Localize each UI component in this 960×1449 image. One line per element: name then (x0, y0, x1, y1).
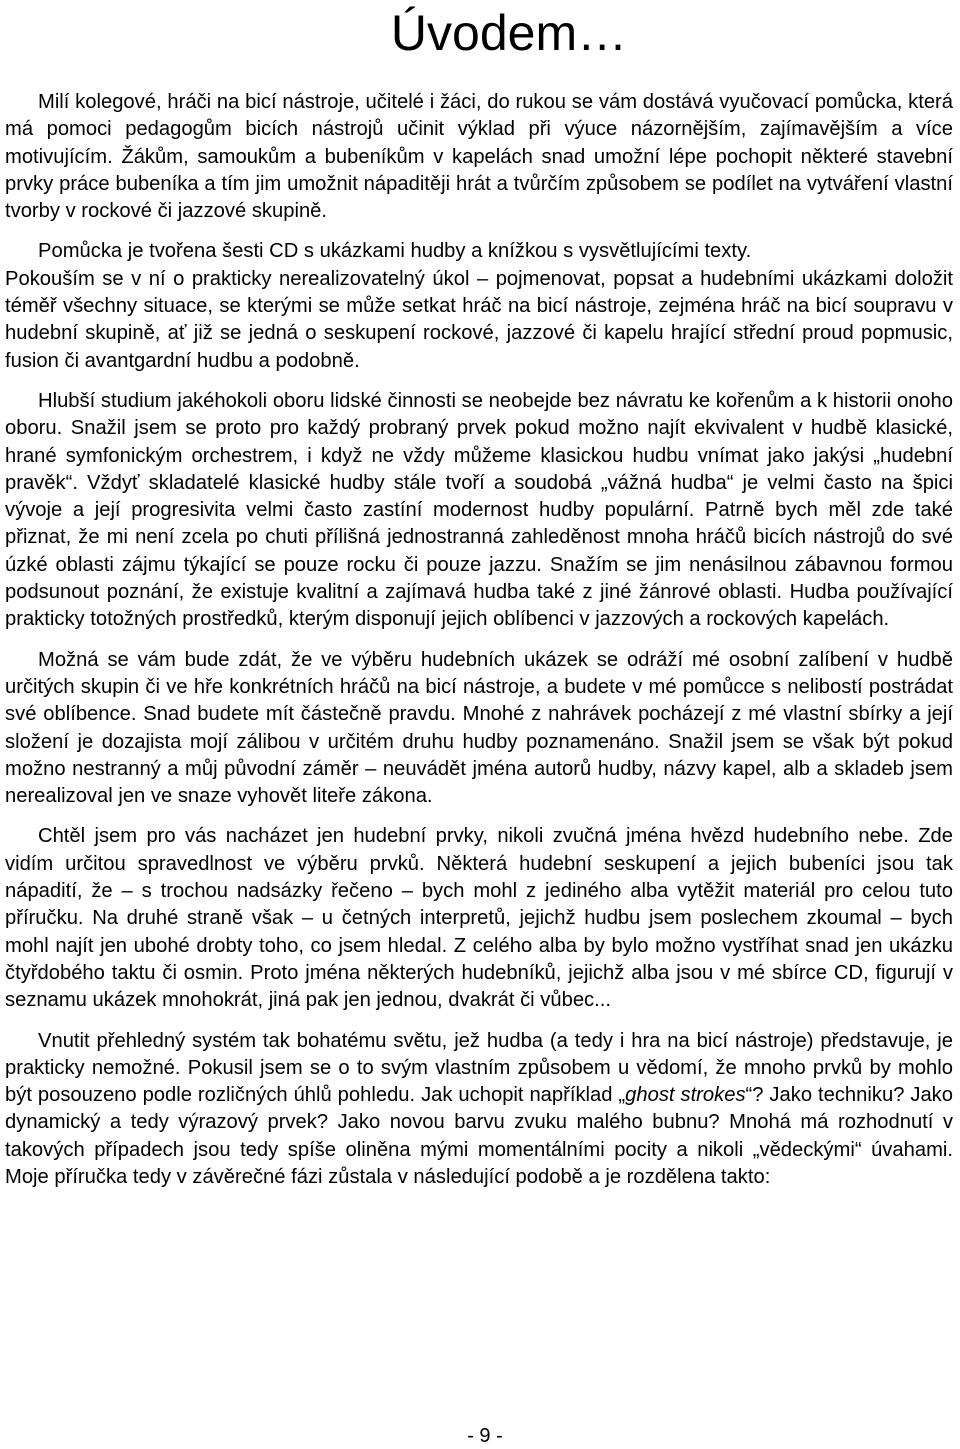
paragraph-selection: Možná se vám bude zdát, že ve výběru hudebních ukázek se odráží mé osobní zalíbení v hudbě určitých skupin či ve hře konkrétních hráčů na bicí nástroje, a budete v mé pomůcce s nelibostí postrádat své oblíbence. Snad budete mít částečně pravdu. Mnohé z nahrávek pocházejí z mé vlastní sbírky a její složení je dozajista mojí zálibou v určitém druhu hudby poznamenáno. Snažil jsem se však být pokud možno nestranný a můj původní záměr – neuvádět jména autorů hudby, názvy kapel, alb a skladeb jsem nerealizoval jen ve snaze vyhovět liteře zákona. (5, 648, 953, 808)
ghost-strokes-term: ghost strokes (625, 1084, 746, 1107)
paragraph-names: Chtěl jsem pro vás nacházet jen hudební prvky, nikoli zvučná jména hvězd hudebního nebe. Zde vidím určitou spravedlnost ve výběru prvků. Některá hudební seskupení a jejich bubeníci jsou tak nápadití, že – s trochou nadsázky řečeno – bych mohl z jediného alba vytěžit materiál pro celou tuto příručku. Na druhé straně však – u četných interpretů, jejichž hudbu jsem poslechem zkoumal – bych mohl najít jen ubohé drobty toho, co jsem hledal. Z celého alba by bylo možno vystříhat snad jen ukázku čtyřdobého taktu či osmin. Proto jména některých hudebníků, jejichž alba jsou v mé sbírce CD, figurují v seznamu ukázek mnohokrát, jiná pak jen jednou, dvakrát či vůbec... (5, 825, 953, 1012)
paragraph-system-end: “? Jako techniku? Jako dynamický a tedy výrazový prvek? Jako novou barvu zvuku malého bubnu? Mnohá má rozhodnutí v takových případech jsou tedy spíše oliněna mými momentálními pocity a nikoli „vědeckými“ úvahami. Moje příručka tedy v závěrečné fázi zůstala v následující podobě a je rozdělena takto: (5, 1084, 953, 1188)
paragraph-task: Pokouším se v ní o prakticky nerealizovatelný úkol – pojmenovat, popsat a hudebními ukázkami doložit téměř všechny situace, se kterými se může setkat hráč na bicí nástroje, zejména hráč na bicí soupravu v hudební skupině, ať již se jedná o seskupení rockové, jazzové či kapelu hrající střední proud popmusic, fusion či avantgardní hudbu a podobně. (5, 267, 953, 372)
paragraph-intro: Milí kolegové, hráči na bicí nástroje, učitelé i žáci, do rukou se vám dostává vyučovací pomůcka, která má pomoci pedagogům bicích nástrojů učinit výklad při výuce názornějším, zajímavějším a více motivujícím. Žákům, samoukům a bubeníkům v kapelách snad umožní lépe pochopit některé stavební prvky práce bubeníka a tím jim umožnit nápaditěji hrát a tvůrčím způsobem se podílet na vytváření vlastní tvorby v rockové či jazzové skupině. (5, 91, 953, 223)
page-number: - 9 - (467, 1425, 503, 1447)
paragraph-system (5, 1028, 953, 1192)
page-title: Úvodem… (390, 5, 628, 61)
paragraph-history: Hlubší studium jakéhokoli oboru lidské činnosti se neobejde bez návratu ke kořenům a k historii onoho oboru. Snažil jsem se proto pro každý probraný prvek pokud možno najít ekvivalent v hudbě klasické, hrané symfonickým orchestrem, i když ne vždy můžeme klasickou hudbu vnímat jako jakýsi „hudební pravěk“. Vždyť skladatelé klasické hudby stále tvoří a soudobá „vážná hudba“ je velmi často na špici vývoje a její progresivita velmi často zastíní modernost hudby populární. Patrně bych měl zde také přiznat, že mi není zcela po chuti přílišná jednostranná zahleděnost mnoha hráčů bicích nástrojů do své úzké oblasti zájmu týkající se pouze rocku či pouze jazzu. Snažím se jim nenásilnou zábavnou formou podsunout poznání, že existuje kvalitní a zajímavá hudba také z jiné žánrové oblasti. Hudba používající prakticky totožných prostředků, kterým disponují jejich oblíbenci v jazzových a rockových kapelách. (5, 389, 953, 631)
document-page (5, 0, 953, 1449)
paragraph-cd: Pomůcka je tvořena šesti CD s ukázkami hudby a knížkou s vysvětlujícími texty. (38, 240, 752, 263)
paragraph-system-start: Vnutit přehledný systém tak bohatému světu, jež hudba (a tedy i hra na bicí nástroje) představuje, je prakticky nemožné. Pokusil jsem se o to svým vlastním způsobem u vědomí, že mnoho prvků by mohlo být posouzeno podle rozličných úhlů pohledu. Jak uchopit například „ (5, 1029, 953, 1107)
